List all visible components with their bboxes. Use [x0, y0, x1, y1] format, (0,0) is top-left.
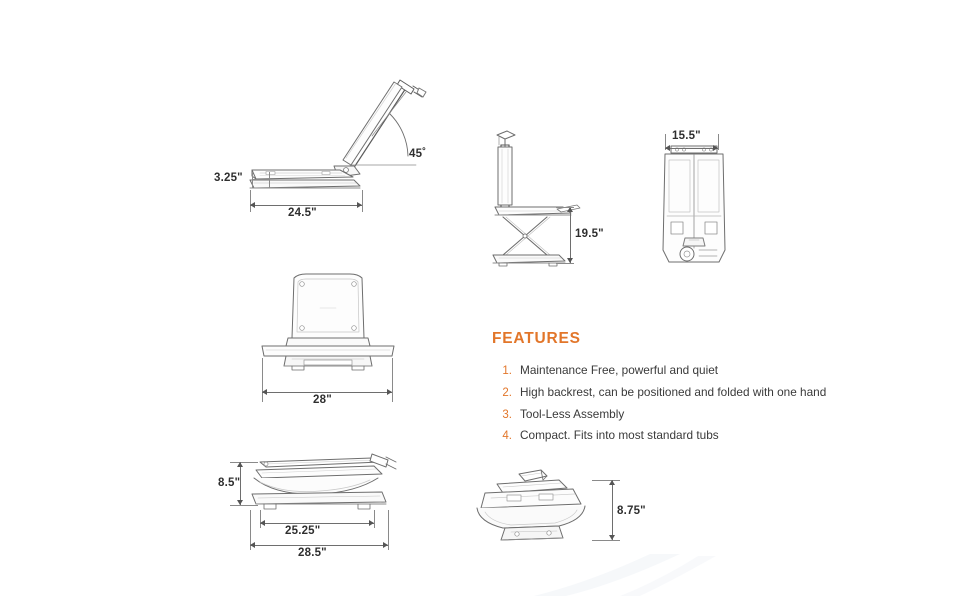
side-view-reclined — [230, 70, 460, 205]
top-view-narrow — [655, 142, 735, 272]
features-list — [492, 360, 827, 447]
feature-number: 2. — [502, 386, 512, 399]
feature-item — [492, 360, 822, 382]
feature-text: High backrest, can be positioned and folded with one hand — [520, 384, 827, 399]
feature-item — [492, 425, 822, 447]
feature-number: 1. — [502, 365, 512, 377]
drawing-sheet: 3.25" 24.5" 45˚ 19.5" 15.5" 28" 8.5" 25.25" 28.5" 8.75" FEATURES 1. Maintenance Free, powerful and quiet 2. High backrest, can be positioned and folded with one hand 3. Tool-Less Assembly 4. Compact. Fits into most standard tubs — [0, 0, 970, 600]
feature-text: Maintenance Free, powerful and quiet — [520, 363, 719, 377]
feature-text: Compact. Fits into most standard tubs — [520, 428, 719, 443]
features-title: FEATURES — [492, 330, 581, 347]
feature-item — [492, 404, 822, 426]
feature-number: 3. — [502, 408, 512, 421]
side-view-raised — [485, 125, 605, 270]
dimension-45-deg: 45˚ — [409, 148, 427, 160]
front-view — [258, 272, 398, 382]
feature-text: Tool-Less Assembly — [520, 406, 625, 421]
watermark-graphic — [530, 552, 720, 598]
feature-number: 4. — [502, 430, 512, 443]
side-view-lowered — [246, 452, 411, 527]
features-panel — [492, 330, 827, 447]
feature-item — [492, 382, 827, 404]
